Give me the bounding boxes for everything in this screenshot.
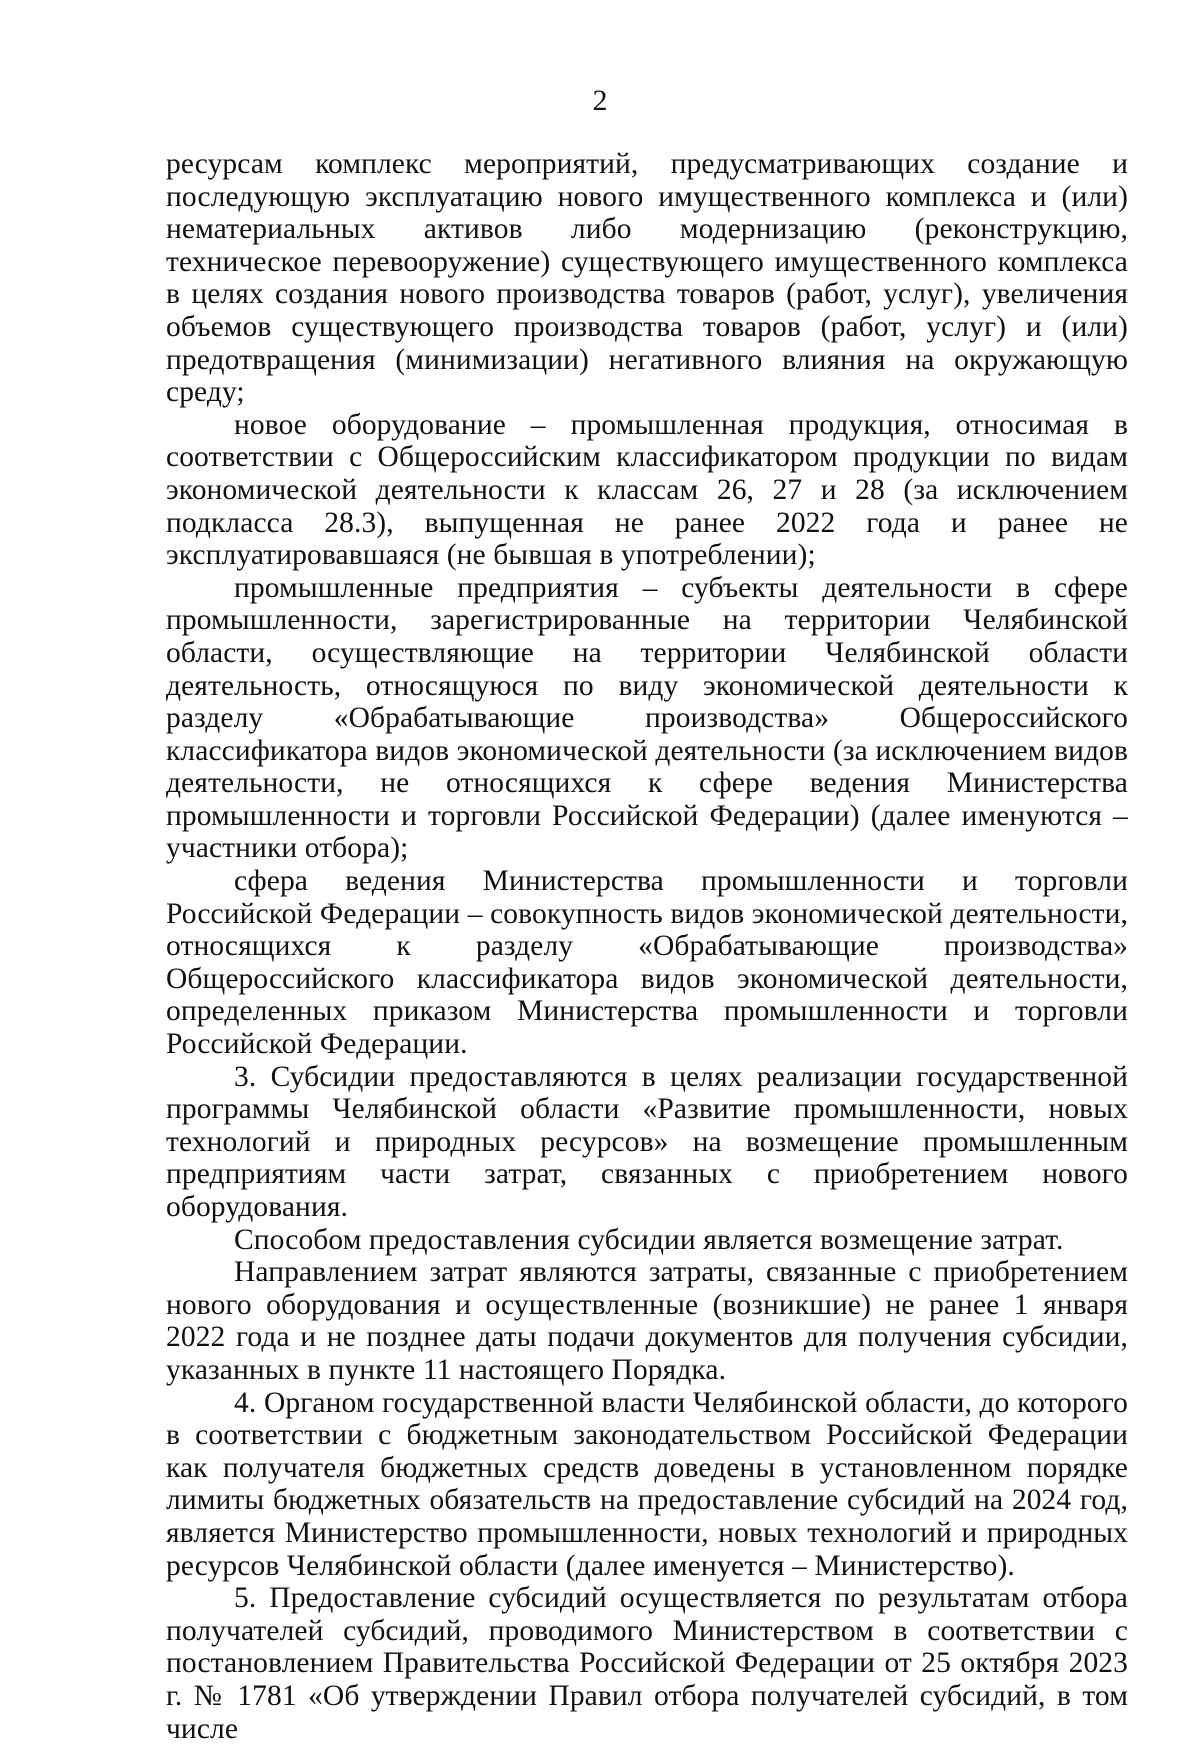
paragraph-cost-direction: Направлением затрат являются затраты, связанные с приобретением нового оборудования и осуществленные (возникшие) не ранее 1 января 2022 года и не позднее даты подачи документов для получения субсидии, указанных в пункте 11 настоящего Порядка. xyxy=(166,1256,1128,1386)
paragraph-item-3-purpose: 3. Субсидии предоставляются в целях реализации государственной программы Челябинской области «Развитие промышленности, новых технологий и природных ресурсов» на возмещение промышленным предприятиям части затрат, связанных с приобретением нового оборудования. xyxy=(166,1060,1128,1223)
paragraph-subsidy-method: Способом предоставления субсидии является возмещение затрат. xyxy=(234,1223,1064,1256)
document-body xyxy=(166,148,1128,1745)
paragraph-definition-new-equipment: новое оборудование – промышленная продукция, относимая в соответствии с Общероссийским классификатором продукции по видам экономической деятельности к классам 26, 27 и 28 (за исключением подкласса 28.3), выпущенная не ранее 2022 года и ранее не эксплуатировавшаяся (не бывшая в употреблении); xyxy=(166,408,1128,572)
paragraph-definition-industrial-enterprises: промышленные предприятия – субъекты деятельности в сфере промышленности, зарегистрированные на территории Челябинской области, осуществляющие на территории Челябинской области деятельность, относящуюся по виду экономической деятельности к разделу «Обрабатывающие производства» Общероссийского классификатора видов экономической деятельности (за исключением видов деятельности, не относящихся к сфере ведения Министерства промышленности и торговли Российской Федерации) (далее именуются – участники отбора); xyxy=(166,571,1128,865)
page-number: 2 xyxy=(592,84,608,117)
paragraph-definition-ministry-sphere: сфера ведения Министерства промышленности и торговли Российской Федерации – совокупность видов экономической деятельности, относящихся к разделу «Обрабатывающие производства» Общероссийского классификатора видов экономической деятельности, определенных приказом Министерства промышленности и торговли Российской Федерации. xyxy=(166,865,1128,1061)
paragraph-definition-investment-project: ресурсам комплекс мероприятий, предусматривающих создание и последующую эксплуатацию нового имущественного комплекса и (или) нематериальных активов либо модернизацию (реконструкцию, техническое перевооружение) существующего имущественного комплекса в целях создания нового производства товаров (работ, услуг), увеличения объемов существующего производства товаров (работ, услуг) и (или) предотвращения (минимизации) негативного влияния на окружающую среду; xyxy=(166,148,1128,409)
paragraph-item-4-authority: 4. Органом государственной власти Челябинской области, до которого в соответствии с бюджетным законодательством Российской Федерации как получателя бюджетных средств доведены в установленном порядке лимиты бюджетных обязательств на предоставление субсидий на 2024 год, является Министерство промышленности, новых технологий и природных ресурсов Челябинской области (далее именуется – Министерство). xyxy=(166,1386,1128,1582)
paragraph-item-5-selection: 5. Предоставление субсидий осуществляется по результатам отбора получателей субсидий, проводимого Министерством в соответствии с постановлением Правительства Российской Федерации от 25 октября 2023 г. № 1781 «Об утверждении Правил отбора получателей субсидий, в том числе xyxy=(166,1582,1128,1745)
